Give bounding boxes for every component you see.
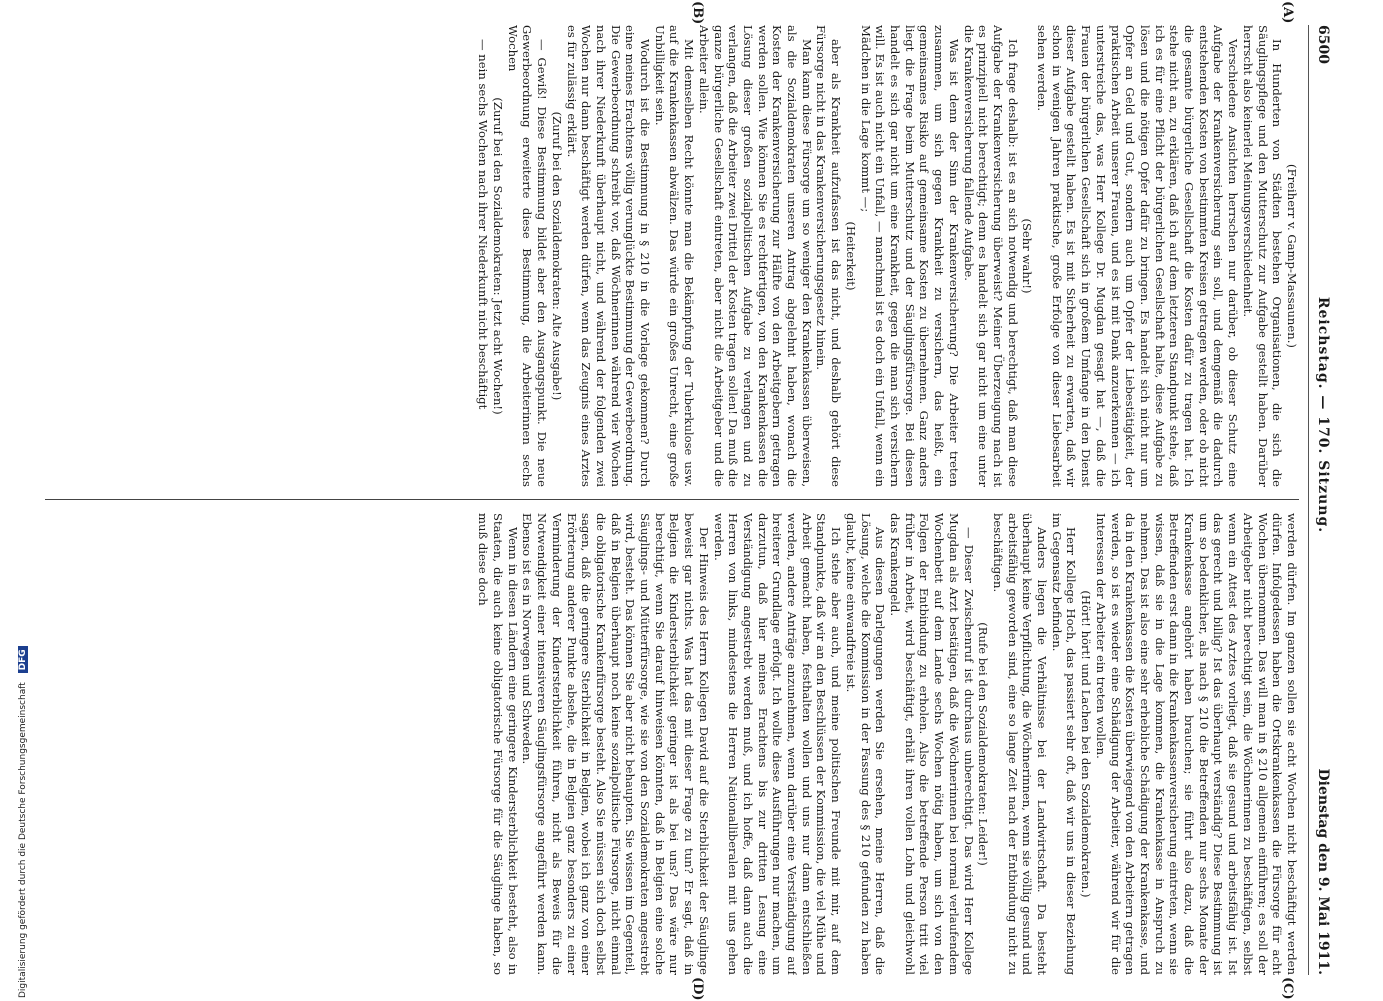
left-paragraph: — nein sechs Wochen nach ihrer Niederkunft nicht beschäftigt [476,39,491,410]
left-paragraph: (Zuruf bei den Sozialdemokraten: Alte Ausgabe!) [549,111,564,401]
left-column [45,25,1299,487]
left-paragraph: (Zuruf bei den Sozialdemokraten: Jetzt acht Wochen!) [491,97,506,415]
running-title: Reichstag. — 170. Sitzung. [1315,296,1331,534]
rotated-page [25,1,1335,1001]
left-paragraph: In Hunderten von Städten bestehen Organisationen, die sich die Säuglingspflege und den Mutterschutz zur Aufgabe gestellt haben. Darüber herrscht also keinerlei Meinungsverschiedenheit. [1240,25,1285,487]
right-paragraph: (Rufe bei den Sozialdemokraten: Leider!) [976,622,991,866]
left-paragraph: aber als Krankheit aufzufassen ist das nicht, und deshalb gehört diese Fürsorge nicht in das Krankenversicherungsgesetz hinein. [814,25,844,487]
right-column [45,513,1299,975]
right-paragraph: Wenn in diesen Ländern eine geringere Kindersterblichkeit besteht, also in Staaten, die auch keine obligatorische Fürsorge für die Säuglinge haben, so muß diese doch [476,513,520,975]
column-divider [45,499,1299,500]
right-paragraph: — Dieser Zwischenruf ist durchaus unberechtigt. Das wird Herr Kollege Mugdan als Arzt bestätigen, daß die Wöchnerinnen bei normal verlaufendem Wochenbett auf dem Lande sechs Wochen nötig haben, um sich von den Folgen der Entbindung zu erholen. Also die betreffende Person tritt viel früher in Arbeit, wird beschäftigt, erhält ihren vollen Lohn und gleichwohl das Krankengeld. [888,513,976,975]
digitization-text: Digitalisierung gefördert durch die Deutsche Forschungsgemeinschaft [18,682,28,998]
page-number: 6500 [1315,25,1331,64]
margin-mark-d: (D) [690,977,705,1001]
left-paragraph: (Freiherr v. Gamp-Massaunen.) [1285,164,1299,348]
left-paragraph: Was ist denn der Sinn der Krankenversicherung? Die Arbeiter treten zusammen, um sich gegen Krankheit zu versichern, das heißt, ein gemeinsames Risiko auf gemeinsame Kosten zu übernehmen. Ganz anders liegt die Frage beim Mutterschutz und der Säuglingsfürsorge. Bei diesen handelt es sich gar nicht um eine Krankheit, gegen die man sich versichern will. Es ist auch nicht ein Unfall, — manchmal ist es doch ein Unfall, wenn ein Mädchen in die Lage kommt —; [858,25,961,487]
left-paragraph: Mit demselben Recht könnte man die Bekämpfung der Tuberkulose usw. auf die Krankenkassen abwälzen. Das würde ein großes Unrecht, eine große Unbilligkeit sein. [652,25,697,487]
left-paragraph: Ich frage deshalb: ist es an sich notwendig und berechtigt, daß man diese Aufgabe der Krankenversicherung überweist? Meiner Überzeugung nach ist es prinzipiell nicht berechtigt; denn es handelt sich gar nicht um eine unter die Krankenversicherung fallende Aufgabe. [961,25,1020,487]
right-paragraph: Herr Kollege Hoch, das passiert sehr oft, daß wir uns in dieser Beziehung im Gegensatz befinden. [1049,513,1079,975]
margin-mark-a: (A) [1280,1,1295,24]
left-paragraph: (Heiterkeit) [843,221,858,291]
left-paragraph: (Sehr wahr!) [1020,218,1035,294]
digitization-note [18,0,32,998]
right-paragraph: Der Hinweis des Herrn Kollegen David auf die Sterblichkeit der Säuglinge beweist gar nichts. Was hat das mit dieser Frage zu tun? Er sagt, daß in Belgien die Kindersterblichkeit geringer ist als bei uns? Das wäre nur berechtigt, wenn Sie darauf hinweisen könnten, daß in Belgien eine solche Säuglings- und Mütterfürsorge, wie sie von den Sozialdemokraten angestrebt wird, besteht. Das können Sie aber nicht behaupten. Sie wissen im Gegenteil, daß in Belgien überhaupt noch keine sozialpolitische Fürsorge, nicht einmal die obligatorische Krankenfürsorge besteht. Also Sie müssen sich doch selbst sagen, daß die geringere Sterblichkeit in Belgien, wobei ich ganz von einer Erörterung anderer Punkte absehe, die in Belgien ganz besonders zu einer Verminderung der Kindersterblichkeit führen, nicht als Beweis für die Notwendigkeit einer intensiveren Säuglingsfürsorge angeführt werden kann. Ebenso ist es in Norwegen und Schweden. [520,513,711,975]
left-paragraph: Verschiedene Ansichten herrschen nur darüber, ob dieser Schutz eine Aufgabe der Krankenversicherung sein soll, und demgemäß die dadurch entstehenden Kosten von bestimmten Kreisen getragen werden, oder ob nicht die gesamte bürgerliche Gesellschaft die Kosten dafür zu tragen hat. Ich stehe nicht an, zu erklären, daß ich auf dem letzteren Standpunkt stehe, daß ich es für eine Pflicht der bürgerlichen Gesellschaft halte, diese Aufgabe zu lösen und die nötigen Opfer dafür zu bringen. Es handelt sich nicht nur um Opfer an Geld und Gut, sondern auch um Opfer der Liebestätigkeit, der praktischen Arbeit unserer Frauen, und es ist mit Dank anzuerkennen — ich unterstreiche das, was Herr Kollege Dr. Mugdan gesagt hat —, daß die Frauen der bürgerlichen Gesellschaft sich in großem Umfange in den Dienst dieser Aufgabe gestellt haben. Es ist mit Sicherheit zu erwarten, daß wir schon in wenigen Jahren praktische, große Erfolge von dieser Liebesarbeit sehen werden. [1035,25,1241,487]
right-paragraph: Ich stehe aber auch, und meine politischen Freunde mit mir, auf dem Standpunkte, daß wir an den Beschlüssen der Kommission, die viel Mühe und Arbeit gemacht haben, festhalten wollen und uns nur dann entschließen werden, andere Anträge anzunehmen, wenn darüber eine Verständigung auf breiterer Grundlage erfolgt. Ich wollte diese Ausführungen nur machen, um darzutun, daß hier meines Erachtens bis zur dritten Lesung eine Verständigung angestrebt werden muß, und ich hoffe, daß dann auch die Herren von links, mindestens die Herren Nationalliberalen mit uns gehen werden. [711,513,844,975]
right-paragraph: Anders liegen die Verhältnisse bei der Landwirtschaft. Da besteht überhaupt keine Verpflichtung, die Wöchnerinnen, wenn sie völlig gesund und arbeitsfähig geworden sind, eine so lange Zeit nach der Entbindung nicht zu beschäftigen. [990,513,1050,975]
right-paragraph: Aus diesen Darlegungen werden Sie ersehen, meine Herren, daß die Lösung, welche die Kommission in der Fassung des § 210 gefunden zu haben glaubt, keine einwandfreie ist. [843,513,888,975]
header-rule [1308,25,1309,975]
left-paragraph: Wodurch ist die Bestimmung in § 210 in die Vorlage gekommen? Durch eine meines Erachtens völlig verunglückte Bestimmung der Gewerbeordnung. Die Gewerbeordnung schreibt vor, daß Wöchnerinnen während vier Wochen nach ihrer Niederkunft überhaupt nicht, und während der folgenden zwei Wochen nur dann beschäftigt werden dürfen, wenn das Zeugnis eines Arztes es für zulässig erklärt. [564,25,653,487]
left-paragraph: Man kann diese Fürsorge um so weniger den Krankenkassen überweisen, als die Sozialdemokraten unseren Antrag abgelehnt haben, wonach die Kosten der Krankenversicherung zur Hälfte von den Arbeitgebern getragen werden sollen. Wie können Sie es rechtfertigen, von den Krankenkassen die Lösung dieser großen sozialpolitischen Aufgabe zu verlangen und zu verlangen, daß die Arbeiter zwei Drittel der Kosten tragen sollen! Da muß die ganze bürgerliche Gesellschaft eintreten, aber nicht die Arbeitgeber und die Arbeiter allein. [696,25,814,487]
margin-mark-b: (B) [690,1,705,25]
session-date: Dienstag den 9. Mai 1911. [1315,768,1331,975]
right-paragraph: (Hört! hört! und Lachen bei den Sozialdemokraten.) [1079,590,1094,898]
page-header [1309,25,1335,975]
margin-mark-c: (C) [1280,977,1295,1000]
left-paragraph: — Gewiß! Diese Bestimmung bildet aber den Ausgangspunkt. Die neue Gewerbeordnung erweiterte diese Bestimmung, die Arbeiterinnen sechs Wochen [505,25,550,487]
right-paragraph: werden dürfen. Im ganzen sollen sie acht Wochen nicht beschäftigt werden dürfen. Infolgedessen haben die Ortskrankenkassen die Fürsorge für acht Wochen übernommen. Das will man in § 210 allgemein einführen; es soll der Arbeitgeber nicht berechtigt sein, die Wöchnerinnen zu beschäftigen, selbst wenn ein Attest des Arztes vorliegt, daß sie gesund und arbeitsfähig ist. Ist das gerecht und billig? Ist das überhaupt verständig? Diese Bestimmung ist um so bedenklicher, als nach § 210 die Betreffenden nur sechs Monate der Krankenkasse angehört haben brauchen; sie führt also dazu, daß die Betreffenden erst dann in die Krankenkassenversicherung eintreten, wenn sie wissen, daß sie in die Lage kommen, die Krankenkasse in Anspruch zu nehmen. Das ist also eine sehr erhebliche Schädigung der Krankenkasse, und da in den Krankenkassen die Kosten überwiegend von den Arbeitern getragen werden, so ist es wieder eine Schädigung der Arbeiter, während wir für die Interessen der Arbeiter ein treten wollen. [1093,513,1299,975]
dfg-logo: DFG [18,646,28,673]
